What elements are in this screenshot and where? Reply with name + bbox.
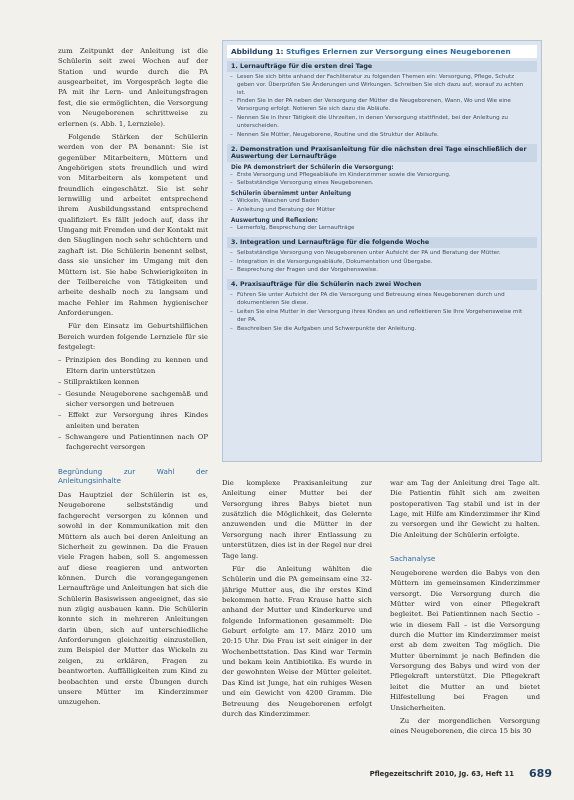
list-item: – Selbstständige Versorgung von Neugeborenen unter Aufsicht der PA und Beratung der Mütter. (237, 250, 533, 258)
figure-subheading: Die PA demonstriert der Schülerin die Versorgung: (231, 164, 394, 171)
figure-title (227, 45, 537, 58)
figure-list (227, 198, 537, 215)
list-item: – Effekt zur Versorgung ihres Kindes anleiten und beraten (58, 411, 208, 430)
list-item: – Prinzipien des Bonding zu kennen und Eltern darin unterstützen (58, 356, 208, 375)
list-item: – Nennen Sie in Ihrer Tätigkeit die Uhrzeiten, in denen Versorgung stattfindet, bei der Anleitung zu unterscheiden. (237, 115, 533, 131)
list-item: – Schwangere und Patientinnen nach OP fachgerecht versorgen (58, 432, 208, 452)
list-item: – Lernerfolg, Besprechung der Lernaufträge (237, 225, 533, 233)
figure-list (227, 225, 537, 233)
section-heading: Begründung zur Wahl der Anleitungsinhalte (58, 466, 208, 486)
list-item: – Beschreiben Sie die Aufgaben und Schwerpunkte der Anleitung. (237, 326, 533, 334)
list-item: – Gesunde Neugeborene sachgemäß und sicher versorgen und betreuen (58, 389, 208, 408)
figure-subheading: Auswertung und Reflexion: (231, 217, 318, 224)
list-item: – Integration in die Versorgungsabläufe, Dokumentation und Übergabe. (237, 259, 533, 267)
paragraph: Das Hauptziel der Schülerin ist es, Neugeborene selbstständig und fachgerecht versorgen zu können und sowohl in der Kommunikation mit den Müttern als auch bei deren Anleitung an Sicherheit zu gewinnen. Da die Frauen viele Fragen haben, soll S. angemessen auf diese reagieren und antworten können. Durch die vorangegangenen Lernaufträge und Anleitungen hat sich die Schülerin Basiswissen angeeignet, das sie nun zügig ausbauen kann. Die Schülerin konnte sich in mehreren Anleitungen darin üben, sich auf unterschiedliche Anforderungen gleichzeitig einzustellen, zum Beispiel der Mutter das Wickeln zu zeigen, zu erklären, Fragen zu beantworten. Auffälligkeiten zum Kind zu beobachten und erste Übungen durch unsere Mütter im Kinderzimmer umzugehen. (58, 491, 208, 707)
list-item: – Selbstständige Versorgung eines Neugeborenen. (237, 180, 533, 188)
section-heading: Sachanalyse (390, 554, 436, 564)
figure-box (222, 40, 542, 462)
list-item: – Anleitung und Beratung der Mütter (237, 207, 533, 215)
figure-section-2 (227, 144, 537, 233)
figure-list (227, 172, 537, 189)
paragraph: war am Tag der Anleitung drei Tage alt. Die Patientin fühlt sich am zweiten postoperativen Tag stabil und ist in der Lage, mit Hilfe am Kinderzimmer ihr Kind zu versorgen und ihr Gewicht zu halten. Die Anleitung der Schülerin erfolgte. (390, 479, 540, 539)
figure-label: Abbildung 1: (231, 47, 284, 56)
paragraph: Zu der morgendlichen Versorgung eines Neugeborenen, die circa 15 bis 30 (390, 716, 540, 736)
right-text-column (390, 478, 540, 756)
paragraph: Für den Einsatz im Geburtshilflichen Bereich wurden folgende Lernziele für sie festgelegt: (58, 322, 208, 352)
learning-goals-list (58, 355, 208, 452)
figure-section-1 (227, 61, 537, 140)
list-item: – Wickeln, Waschen und Baden (237, 198, 533, 206)
journal-citation: Pflegezeitschrift 2010, Jg. 63, Heft 11 (369, 770, 514, 778)
paragraph: Für die Anleitung wählten die Schülerin und die PA gemeinsam eine 32-jährige Mutter aus, die ihr erstes Kind bekommen hatte. Frau Krause hatte sich anhand der Mutter und Kinderkurve und folgende Informationen gesammelt: Die Geburt erfolgte am 17. März 2010 um 20:15 Uhr. Die Frau ist seit einiger in der Wochenbettstation. Das Kind war Termin und bekam kein Antibiotika. Es wurde in der gewohnten Weise der Mütter geleitet. Das Kind ist Junge, hat ein ruhiges Wesen und ein Gewicht von 4200 Gramm. Die Betreuung des Neugeborenen erfolgt durch das Kinderzimmer. (222, 564, 372, 718)
figure-list (227, 250, 537, 275)
figure-section-heading: 2. Demonstration und Praxisanleitung für die nächsten drei Tage einschließlich der Auswertung der Lernaufträge (227, 144, 537, 162)
paragraph: Folgende Stärken der Schülerin werden von der PA benannt: Sie ist gegenüber Mitarbeitern, Müttern und Angehörigen stets freundlich und wird von Mitarbeitern als kompetent und freundlich eingeschätzt. Sie ist sehr lernwillig und arbeitet entsprechend ihrem Ausbildungsstand entsprechend qualifiziert. Es fällt jedoch auf, dass ihr Umgang mit Fremden und der Kontakt mit den Säuglingen noch sehr schüchtern und zaghaft ist. Die Schülerin benennt selbst, dass sie unsicher im Umgang mit den Müttern ist. Sie habe Schwierigkeiten in der Teilbereiche von Tätigkeiten und arbeite deshalb noch zu langsam und mache Fehler im Rahmen hygienischer Anforderungen. (58, 132, 208, 317)
figure-section-4 (227, 279, 537, 333)
figure-list (227, 74, 537, 140)
list-item: – Leiten Sie eine Mutter in der Versorgung ihres Kindes an und reflektieren Sie Ihre Vorgehensweise mit der PA. (237, 309, 533, 325)
figure-list (227, 292, 537, 333)
figure-subheading: Schülerin übernimmt unter Anleitung (231, 191, 352, 198)
figure-section-heading: 3. Integration und Lernaufträge für die folgende Woche (227, 237, 537, 248)
paragraph: Neugeborene werden die Babys von den Müttern im gemeinsamen Kinderzimmer versorgt. Die Versorgung durch die Mütter wird von einer Pflegekraft begleitet. Bei Patientinnen nach Sectio – wie in diesem Fall – ist die Versorgung durch die Mutter im Kinderzimmer meist erst ab dem zweiten Tag möglich. Die Mutter übernimmt je nach Befinden die Versorgung des Babys und wird von der Pflegekraft unterstützt. Die Pflegekraft leitet die Mutter an und bietet Hilfestellung bei Fragen und Unsicherheiten. (390, 568, 540, 712)
figure-section-heading: 1. Lernaufträge für die ersten drei Tage (227, 61, 537, 72)
list-item: – Führen Sie unter Aufsicht der PA die Versorgung und Betreuung eines Neugeborenen durch und dokumentieren Sie diese. (237, 292, 533, 308)
paragraph: zum Zeitpunkt der Anleitung ist die Schülerin seit zwei Wochen auf der Station und wurde durch die PA ausgearbeitet, im Vorgespräch legte die PA mit ihr Lern- und Anleitungsfragen fest, die sie ermöglichten, die Versorgung von Neugeborenen schrittweise zu erlernen (s. Abb. 1, Lernziele). (58, 47, 208, 128)
paragraph: Die komplexe Praxisanleitung zur Anleitung einer Mutter bei der Versorgung ihres Babys bietet nun zusätzlich die Möglichkeit, das Gelernte anzuwenden und die Mütter in der Versorgung nach ihrer Entlassung zu unterstützen, dies ist in der Regel nur drei Tage lang. (222, 479, 372, 560)
list-item: – Stillpraktiken kennen (58, 378, 140, 387)
middle-text-column (222, 478, 372, 756)
list-item: – Finden Sie in der PA neben der Versorgung der Mütter die Neugeborenen, Wann, Wo und Wie eine Versorgung erfolgt. Notieren Sie sich dazu die Abläufe. (237, 98, 533, 114)
figure-title-text: Stufiges Erlernen zur Versorgung eines Neugeborenen (286, 47, 511, 56)
figure-section-heading: 4. Praxisaufträge für die Schülerin nach zwei Wochen (227, 279, 537, 290)
figure-section-3 (227, 237, 537, 275)
left-text-column (58, 46, 208, 711)
page-footer (0, 766, 574, 786)
page-number: 689 (529, 767, 552, 780)
list-item: – Lesen Sie sich bitte anhand der Fachliteratur zu folgenden Themen ein: Versorgung, Pflege, Schutz geben vor. Überprüfen Sie Änderungen und Wirkungen. Schreiben Sie sich dazu auf, worauf zu achten ist. (237, 74, 533, 97)
list-item: – Besprechung der Fragen und der Vorgehensweise. (237, 267, 533, 275)
list-item: – Nennen Sie Mütter, Neugeborene, Routine und die Struktur der Abläufe. (237, 132, 533, 140)
list-item: – Erste Versorgung und Pflegeabläufe im Kinderzimmer sowie die Versorgung. (237, 172, 533, 180)
